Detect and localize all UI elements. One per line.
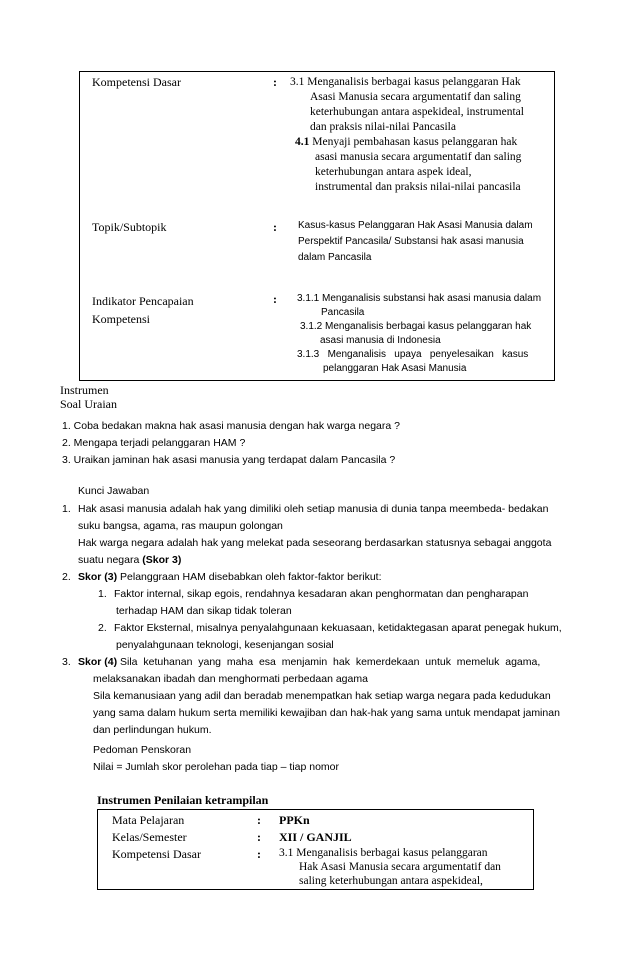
mapel-colon: : [257,813,261,827]
soal-item: 1. Coba bedakan makna hak asasi manusia dengan hak warga negara ? [62,420,400,432]
answer-line: dan perlindungan hukum. [93,724,212,736]
kelas-colon: : [257,830,261,844]
indikator-label-line: Kompetensi [92,312,150,326]
kd2-label: Kompetensi Dasar [112,847,201,861]
soal-list [62,418,400,469]
answer-line: suku bangsa, agama, ras maupun golongan [78,520,283,532]
indikator-colon: : [273,292,277,306]
instrumen-line: Instrumen [60,383,109,397]
answer-3 [78,654,560,739]
kd-line: dan praksis nilai-nilai Pancasila [310,121,456,133]
indikator-line: pelanggaran Hak Asasi Manusia [323,363,467,374]
topik-line: dalam Pancasila [298,252,372,263]
kd-line: Asasi Manusia secara argumentatif dan saling [310,91,521,103]
instrumen-heading [60,383,117,411]
kd2-line: saling keterhubungan antara aspekideal, [299,875,483,887]
answer-2-factors [78,586,562,654]
soal-item: 3. Uraikan jaminan hak asasi manusia yang terdapat dalam Pancasila ? [62,454,396,466]
kd-line: Menganalisis berbagai kasus pelanggaran Hak [307,76,521,88]
kd-number: 4.1 [295,136,310,148]
topik-colon: : [273,220,277,234]
kd-line: asasi manusia secara argumentatif dan saling [315,151,522,163]
soal-item: 2. Mengapa terjadi pelanggaran HAM ? [62,437,246,449]
factor-line: terhadap HAM dan sikap tidak toleran [116,605,292,617]
score-badge: Skor (4) [78,656,118,668]
kd-label: Kompetensi Dasar [92,75,181,89]
kd-colon: : [273,75,277,89]
indikator-item [297,292,549,320]
answer-line: yang sama dalam hukum serta memiliki kewajiban dan hak-hak yang sama untuk mendapat jaminan [93,707,560,719]
kd-line: Menyaji pembahasan kasus pelanggaran hak [312,136,518,148]
answer-1-number: 1. [62,503,71,515]
answer-2-number: 2. [62,571,71,583]
instrumen-line: Soal Uraian [60,397,117,411]
factor-line: penyalahgunaan teknologi, kesenjangan sosial [116,639,334,651]
answer-line-with-score: Skor (4) Sila ketuhanan yang maha esa menjamin hak kemerdekaan untuk memeluk agama, [78,656,541,668]
mapel-value: PPKn [279,813,310,827]
topik-text [298,218,548,266]
kd2-line: Hak Asasi Manusia secara argumentatif dan [299,861,501,873]
kd-item-4-1 [295,135,543,195]
score-badge: Skor (3) [78,571,118,583]
answer-line: melaksanakan ibadah dan menghormati perbedaan agama [93,673,368,685]
answer-line: Sila kemanusiaan yang adil dan beradab menempatkan hak setiap warga negara pada kedudukan [93,690,551,702]
pedoman-title: Pedoman Penskoran [93,744,192,756]
indikator-label-line: Indikator Pencapaian [92,294,194,308]
indikator-list [297,292,549,376]
mapel-label: Mata Pelajaran [112,813,185,827]
kd-line: instrumental dan praksis nilai-nilai pancasila [315,181,521,193]
indikator-line: 3.1.1 Menganalisis substansi hak asasi manusia dalam [297,293,542,304]
kelas-label: Kelas/Semester [112,830,187,844]
kelas-value: XII / GANJIL [279,830,352,844]
kd-line: keterhubungan antara aspekideal, instrumental [310,106,524,118]
indikator-line: Pancasila [321,307,365,318]
kunci-title: Kunci Jawaban [78,485,150,497]
answer-line: Hak asasi manusia adalah hak yang dimiliki oleh setiap manusia di dunia tanpa meembeda- bedakan [78,503,549,515]
pedoman-text: Nilai = Jumlah skor perolehan pada tiap – tiap nomor [93,761,340,773]
indikator-item [297,320,549,348]
answer-line: Hak warga negara adalah hak yang melekat pada seseorang berdasarkan statusnya sebagai anggota [78,537,552,549]
indikator-line: 3.1.2 Menganalisis berbagai kasus pelanggaran hak [300,321,532,332]
keterampilan-title: Instrumen Penilaian ketrampilan [97,793,269,807]
indikator-line: 3.1.3 Menganalisis upaya penyelesaikan kasus [297,349,529,360]
factor-item: 1. Faktor internal, sikap egois, rendahnya kesadaran akan penghormatan dan pengharapan [98,588,529,600]
indikator-line: asasi manusia di Indonesia [320,335,441,346]
kd2-value [279,846,501,888]
topik-label: Topik/Subtopik [92,220,167,234]
kd2-line: 3.1 Menganalisis berbagai kasus pelanggaran [279,847,488,859]
kd-item-3-1 [290,75,548,135]
answer-1 [78,501,568,569]
pedoman-section [93,742,339,776]
score-badge: (Skor 3) [142,554,182,566]
answer-2-intro: Skor (3) Pelanggraan HAM disebabkan oleh faktor-faktor berikut: [78,571,382,583]
kd2-colon: : [257,847,261,861]
indikator-item [297,348,549,376]
topik-line: Kasus-kasus Pelanggaran Hak Asasi Manusia dalam [298,220,533,231]
topik-line: Perspektif Pancasila/ Substansi hak asasi manusia [298,236,524,247]
answer-line-with-score: suatu negara (Skor 3) [78,554,182,566]
indikator-label [92,292,194,328]
factor-item: 2. Faktor Eksternal, misalnya penyalahgunaan kekuasaan, ketidaktegasan aparat penegak hukum, [98,622,562,634]
answer-3-number: 3. [62,656,71,668]
kd-line: keterhubungan antara aspek ideal, [315,166,472,178]
kd-number: 3.1 [290,76,305,88]
